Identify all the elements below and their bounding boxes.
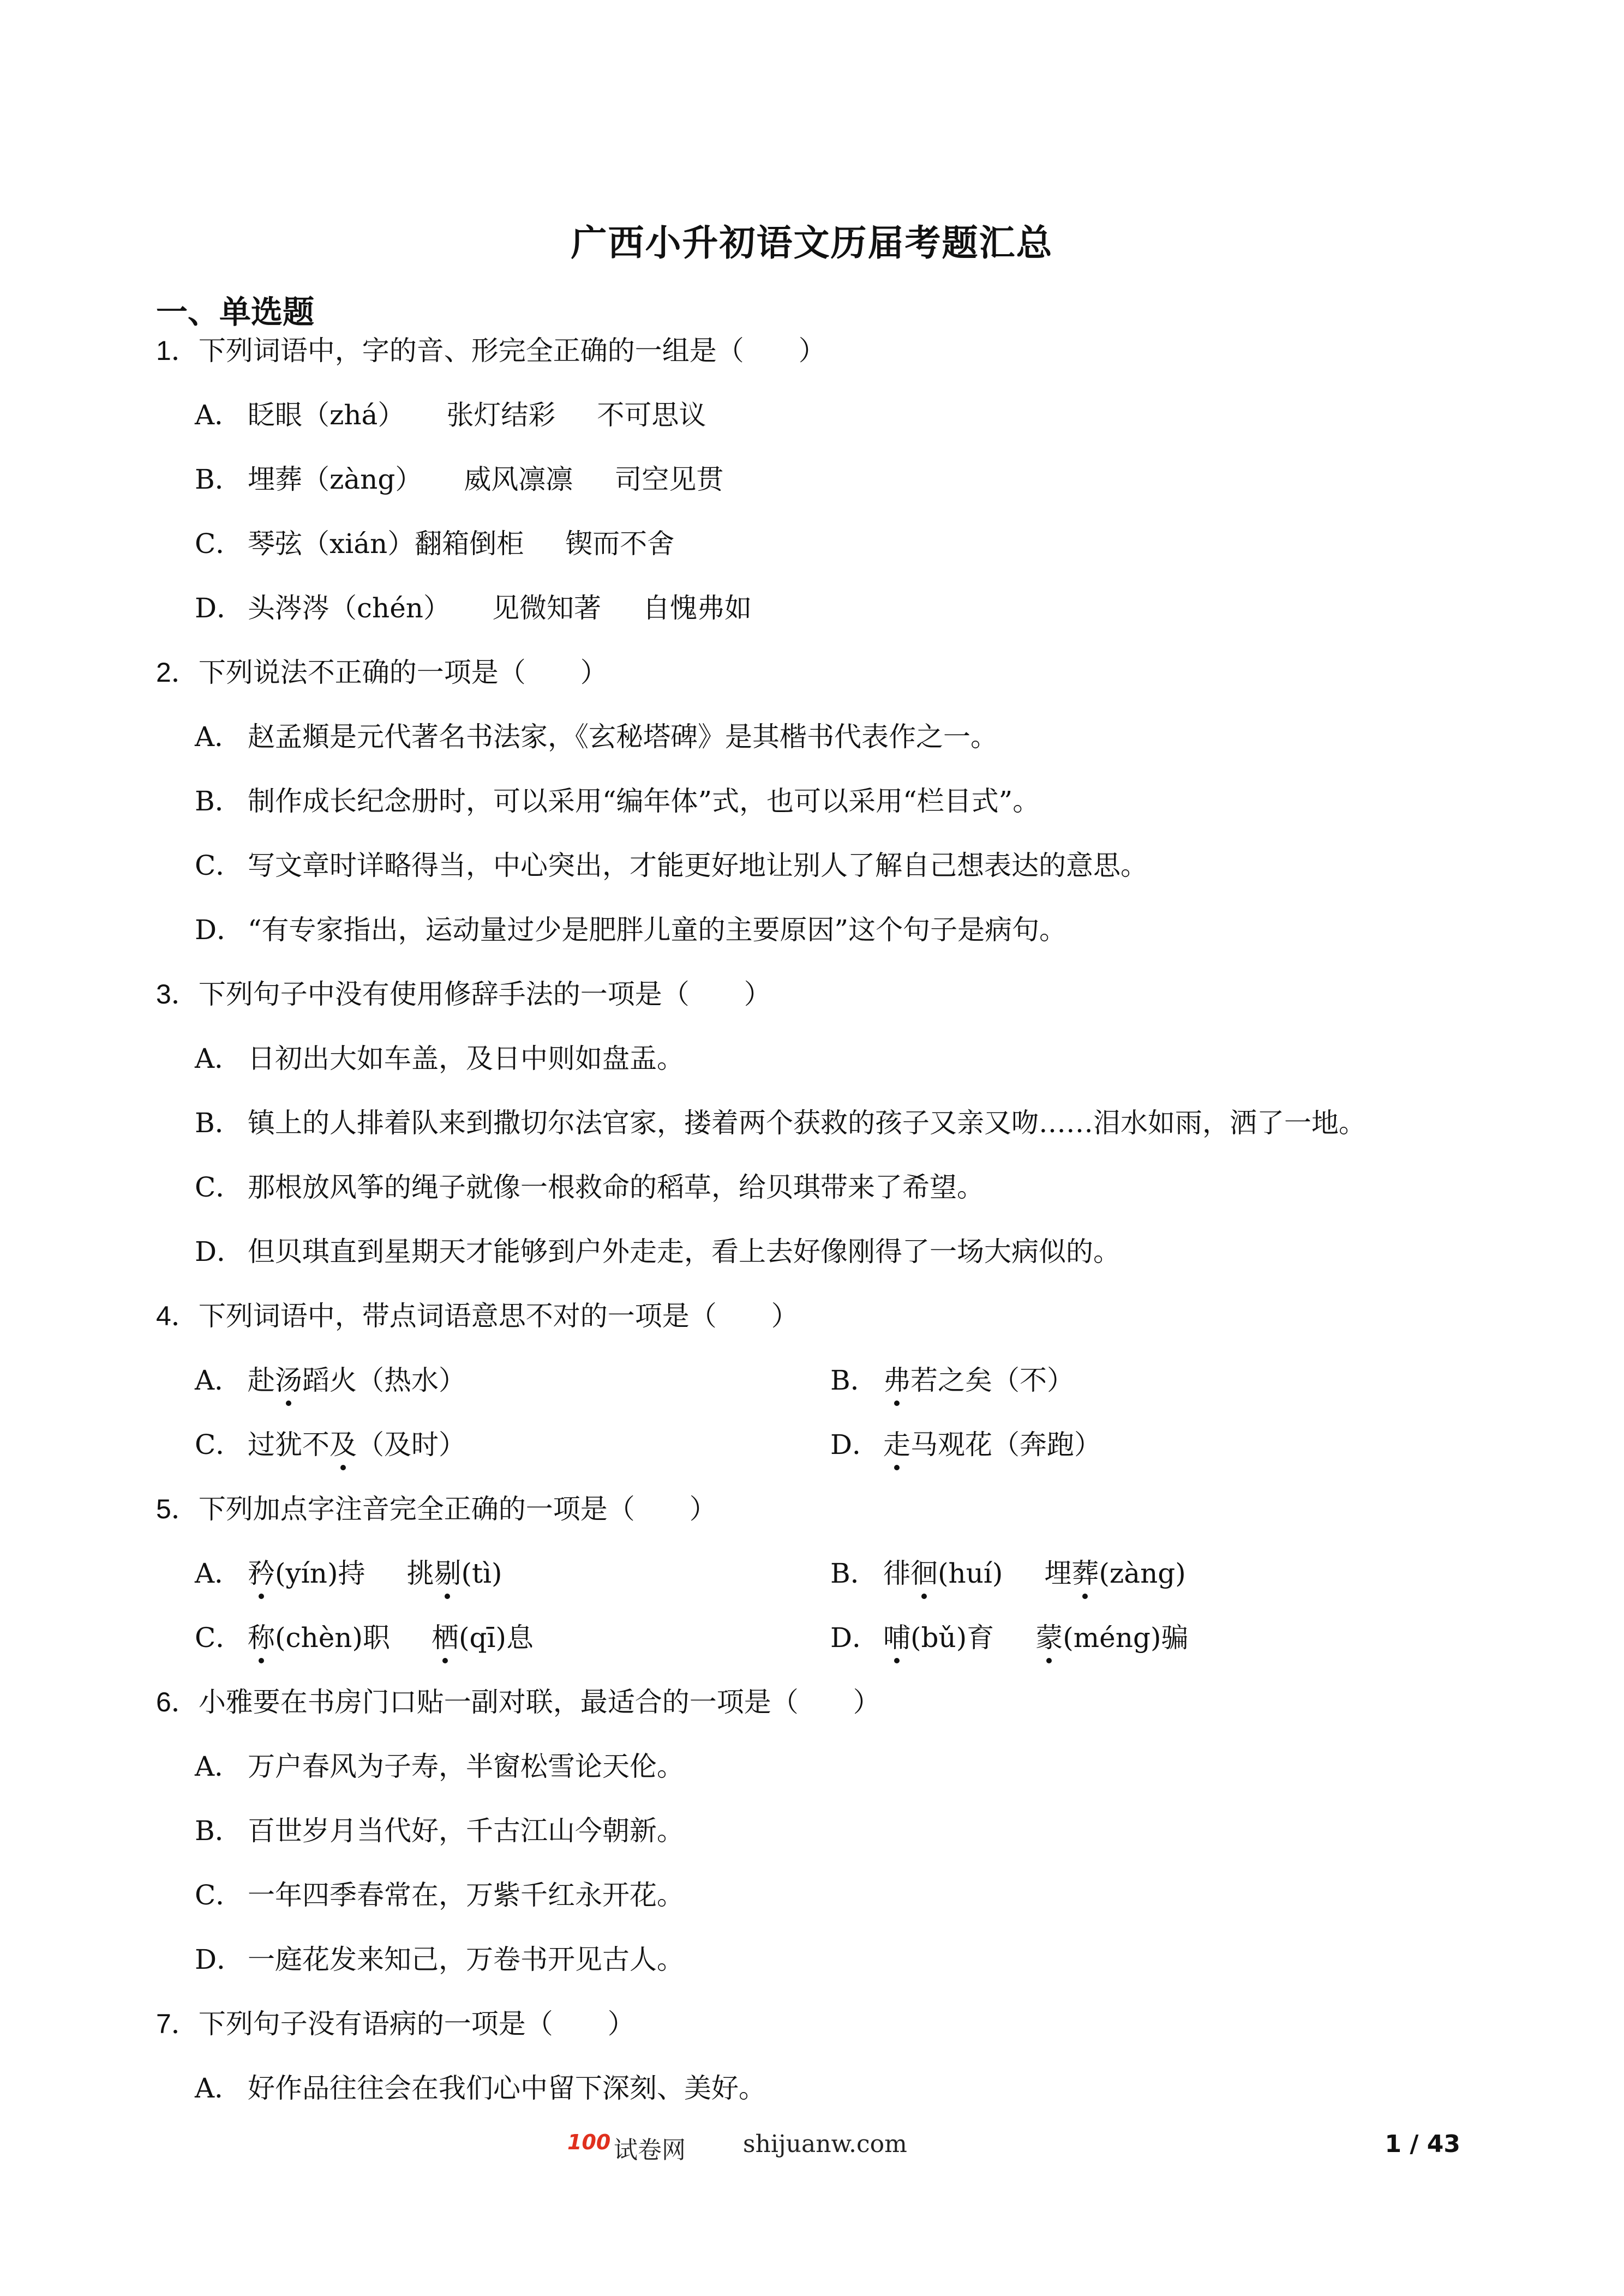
option-letter: C． (195, 528, 243, 560)
page-number: 1 / 43 (1385, 2130, 1460, 2158)
question-number: 2． (156, 657, 199, 688)
option-letter: A． (195, 721, 242, 753)
option-b (156, 784, 1476, 818)
option-row (156, 1363, 1476, 1397)
option-text: 镇上的人排着队来到撒切尔法官家，搂着两个获救的孩子又亲又吻……泪水如雨，洒了一地。 (248, 1107, 1366, 1139)
option-a (195, 1363, 830, 1397)
question-6 (156, 1685, 1476, 1719)
option-text: 一庭花发来知己，万卷书开见古人。 (248, 1944, 684, 1975)
dotted-char: 栖 (432, 1622, 459, 1654)
option-text: 若之矣（不） (910, 1365, 1074, 1396)
option-d (156, 1235, 1476, 1269)
option-b (156, 462, 1476, 496)
dotted-char: 弗 (883, 1365, 910, 1396)
option-letter: B． (830, 1558, 878, 1589)
dotted-char: 及 (329, 1429, 357, 1460)
option-text: 制作成长纪念册时，可以采用“编年体”式，也可以采用“栏目式”。 (248, 785, 1040, 817)
question-text: 下列句子中没有使用修辞手法的一项是（ ） (198, 978, 771, 1010)
option-letter: A． (195, 1558, 242, 1589)
option-d (156, 591, 1476, 625)
option-c (156, 1170, 1476, 1204)
option-letter: C． (195, 1879, 243, 1911)
option-text: 自愧弗如 (643, 592, 752, 624)
dotted-char: 汤 (275, 1365, 302, 1396)
question-number: 5． (156, 1494, 199, 1524)
question-number: 3． (156, 979, 199, 1009)
question-number: 4． (156, 1301, 199, 1331)
option-a (195, 1556, 830, 1590)
option-letter: D． (830, 1429, 880, 1460)
option-a (156, 398, 1476, 432)
question-number: 1． (156, 335, 199, 366)
option-letter: D． (195, 914, 244, 946)
option-letter: C． (195, 1622, 243, 1654)
option-letter: D． (830, 1622, 880, 1654)
option-text: (huí) (938, 1558, 1003, 1589)
option-text: (zàng) (1099, 1558, 1186, 1589)
option-text: 琴弦（xián）翻箱倒柜 (248, 528, 524, 560)
option-c (156, 527, 1476, 561)
question-5 (156, 1492, 1476, 1526)
dotted-char: 哺 (883, 1622, 910, 1654)
option-text: 徘 (883, 1558, 910, 1589)
option-text: 眨眼（zhá） (248, 399, 405, 431)
option-row (156, 1556, 1476, 1590)
question-text: 下列词语中，带点词语意思不对的一项是（ ） (198, 1300, 799, 1332)
option-c (195, 1621, 830, 1655)
question-2 (156, 656, 1476, 689)
option-text: 过犹不 (248, 1429, 329, 1460)
option-letter: C． (195, 1171, 243, 1203)
question-text: 下列说法不正确的一项是（ ） (198, 657, 608, 688)
option-b (830, 1363, 1466, 1397)
option-text: 挑 (406, 1558, 434, 1589)
site-url[interactable]: shijuanw.com (743, 2130, 907, 2158)
option-a (156, 1042, 1476, 1075)
site-name: 试卷网 (614, 2136, 686, 2164)
option-text: 日初出大如车盖，及日中则如盘盂。 (248, 1043, 684, 1074)
option-text: 万户春风为子寿，半窗松雪论天伦。 (248, 1751, 684, 1782)
option-text: 司空见贯 (614, 464, 724, 495)
option-b (830, 1556, 1466, 1590)
option-text: “有专家指出，运动量过少是肥胖儿童的主要原因”这个句子是病句。 (248, 914, 1067, 946)
option-b (156, 1814, 1476, 1848)
option-c (156, 1878, 1476, 1912)
option-letter: A． (195, 2072, 242, 2104)
option-b (156, 1106, 1476, 1140)
option-text: (bǔ)育 (910, 1622, 994, 1654)
option-d (830, 1621, 1466, 1655)
option-row (156, 1428, 1476, 1462)
dotted-char: 称 (248, 1622, 275, 1654)
option-text: 张灯结彩 (446, 399, 556, 431)
question-1 (156, 334, 1476, 368)
dotted-char: 剔 (434, 1558, 462, 1589)
page-title: 广西小升初语文历届考题汇总 (571, 222, 1053, 264)
question-3 (156, 977, 1476, 1011)
option-text: 那根放风筝的绳子就像一根救命的稻草，给贝琪带来了希望。 (248, 1171, 984, 1203)
question-text: 小雅要在书房门口贴一副对联，最适合的一项是（ ） (198, 1686, 880, 1718)
option-text: 马观花（奔跑） (910, 1429, 1101, 1460)
option-c (195, 1428, 830, 1462)
dotted-char: 走 (883, 1429, 910, 1460)
option-text: 赴 (248, 1365, 275, 1396)
site-logo: 100 (567, 2130, 611, 2154)
option-letter: B． (195, 785, 242, 817)
option-a (156, 720, 1476, 754)
option-text: (yín)持 (275, 1558, 365, 1589)
option-d (830, 1428, 1466, 1462)
option-text: 见微知著 (492, 592, 601, 624)
question-number: 6． (156, 1687, 199, 1717)
option-letter: B． (195, 1107, 242, 1139)
option-letter: D． (195, 1236, 244, 1267)
dotted-char: 葬 (1071, 1558, 1099, 1589)
dotted-char: 蒙 (1035, 1622, 1063, 1654)
option-text: (chèn)职 (275, 1622, 391, 1654)
option-text: 锲而不舍 (565, 528, 675, 560)
option-letter: A． (195, 1751, 242, 1782)
page-footer (0, 2130, 1624, 2168)
option-letter: D． (195, 1944, 244, 1975)
option-d (156, 1943, 1476, 1976)
option-row (156, 1621, 1476, 1655)
option-letter: B． (830, 1365, 878, 1396)
question-list (156, 334, 1476, 2136)
question-4 (156, 1299, 1476, 1333)
option-text: 威风凛凛 (464, 464, 573, 495)
question-text: 下列词语中，字的音、形完全正确的一组是（ ） (198, 335, 826, 366)
question-number: 7． (156, 2009, 199, 2039)
dotted-char: 徊 (910, 1558, 938, 1589)
section-heading: 一、单选题 (156, 293, 315, 330)
option-c (156, 849, 1476, 882)
option-letter: D． (195, 592, 244, 624)
option-text: 不可思议 (597, 399, 706, 431)
option-text: 蹈火（热水） (302, 1365, 466, 1396)
option-letter: A． (195, 1043, 242, 1074)
option-a (156, 1750, 1476, 1783)
option-text: 但贝琪直到星期天才能够到户外走走，看上去好像刚得了一场大病似的。 (248, 1236, 1120, 1267)
option-letter: A． (195, 1365, 242, 1396)
question-text: 下列句子没有语病的一项是（ ） (198, 2008, 635, 2040)
option-letter: B． (195, 1815, 242, 1847)
option-text: 写文章时详略得当，中心突出，才能更好地让别人了解自己想表达的意思。 (248, 850, 1148, 881)
option-d (156, 913, 1476, 947)
option-letter: C． (195, 850, 243, 881)
option-text: 一年四季春常在，万紫千红永开花。 (248, 1879, 684, 1911)
question-7 (156, 2007, 1476, 2041)
option-text: （及时） (357, 1429, 466, 1460)
option-text: 头涔涔（chén） (248, 592, 451, 624)
option-text: 赵孟頫是元代著名书法家，《玄秘塔碑》是其楷书代表作之一。 (248, 721, 998, 753)
option-text: 好作品往往会在我们心中留下深刻、美好。 (248, 2072, 766, 2104)
option-text: 埋葬（zàng） (248, 464, 423, 495)
option-text: (méng)骗 (1063, 1622, 1189, 1654)
option-text: 百世岁月当代好，千古江山今朝新。 (248, 1815, 684, 1847)
option-letter: A． (195, 399, 242, 431)
dotted-char: 矜 (248, 1558, 275, 1589)
question-text: 下列加点字注音完全正确的一项是（ ） (198, 1493, 717, 1525)
option-letter: B． (195, 464, 242, 495)
option-text: 埋 (1044, 1558, 1072, 1589)
option-letter: C． (195, 1429, 243, 1460)
option-text: (qī)息 (459, 1622, 534, 1654)
option-a (156, 2071, 1476, 2105)
option-text: (tì) (461, 1558, 502, 1589)
